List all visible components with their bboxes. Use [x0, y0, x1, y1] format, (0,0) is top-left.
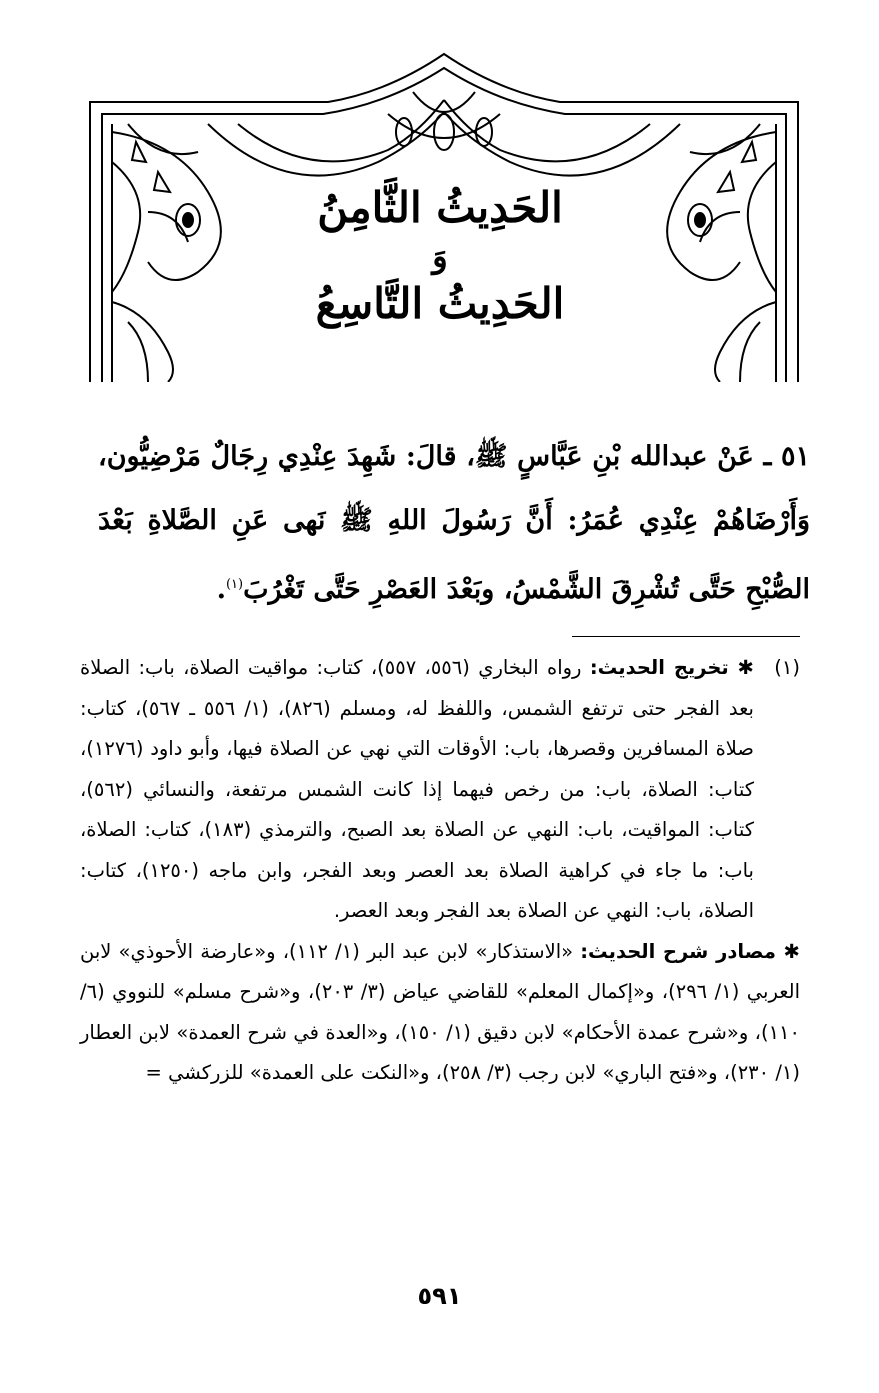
sources-paragraph: [80, 932, 800, 1094]
chapter-title-line2: الحَدِيثُ التَّاسِعُ: [315, 279, 565, 328]
page-number: ٥٩١: [417, 1282, 462, 1310]
hadith-end: .: [216, 574, 226, 605]
footnote-separator: [572, 636, 800, 637]
footnote-reference: (١): [225, 577, 244, 592]
chapter-title-line1: الحَدِيثُ الثَّامِنُ: [317, 183, 563, 232]
hadith-body: ٥١ ـ عَنْ عبدالله بْنِ عَبَّاسٍ ﷺ، قالَ: شَهِدَ عِنْدِي رِجَالٌ مَرْضِيُّون، وَأَرْضَاهُمْ عِنْدِي عُمَرُ: أَنَّ رَسُولَ اللهِ ﷺ نَهى عَنِ الصَّلاةِ بَعْدَ الصُّبْحِ حَتَّى تُشْرِقَ الشَّمْسُ، وبَعْدَ العَصْرِ حَتَّى تَغْرُبَ: [98, 441, 810, 605]
sources-label: ✱ مصادر شرح الحديث:: [580, 939, 800, 963]
takhrij-text: رواه البخاري (٥٥٦، ٥٥٧)، كتاب: مواقيت الصلاة، باب: الصلاة بعد الفجر حتى ترتفع الشمس، واللفظ له، ومسلم (٨٢٦)، (١/ ٥٥٦ ـ ٥٦٧)، كتاب: صلاة المسافرين وقصرها، باب: الأوقات التي نهي عن الصلاة فيها، وأبو داود (١٢٧٦)، كتاب: الصلاة، باب: من رخص فيهما إذا كانت الشمس مرتفعة، والنسائي (٥٦٢)، كتاب: المواقيت، باب: النهي عن الصلاة بعد الصبح، والترمذي (١٨٣)، كتاب: الصلاة، باب: ما جاء في كراهية الصلاة بعد العصر وبعد الفجر، وابن ماجه (١٢٥٠)، كتاب: الصلاة، باب: النهي عن الصلاة بعد الفجر وبعد العصر.: [80, 656, 754, 922]
takhrij-label: ✱ تخريج الحديث:: [589, 656, 754, 679]
chapter-title-block: [200, 180, 680, 332]
ornamental-header-frame: [88, 52, 800, 382]
chapter-title-conjunction: وَ: [432, 237, 448, 275]
footnote: [80, 648, 800, 1094]
footnote-number: (١): [774, 656, 800, 679]
hadith-text: [98, 425, 810, 622]
sources-text: «الاستذكار» لابن عبد البر (١/ ١١٢)، و«عارضة الأحوذي» لابن العربي (١/ ٢٩٦)، و«إكمال المعلم» للقاضي عياض (٣/ ٢٠٣)، و«شرح مسلم» للنووي (٦/ ١١٠)، و«شرح عمدة الأحكام» لابن دقيق (١/ ١٥٠)، و«العدة في شرح العمدة» لابن العطار (١/ ٢٣٠)، و«فتح الباري» لابن رجب (٣/ ٢٥٨)، و«النكت على العمدة» للزركشي =: [80, 939, 801, 1084]
takhrij-paragraph: [80, 648, 754, 932]
